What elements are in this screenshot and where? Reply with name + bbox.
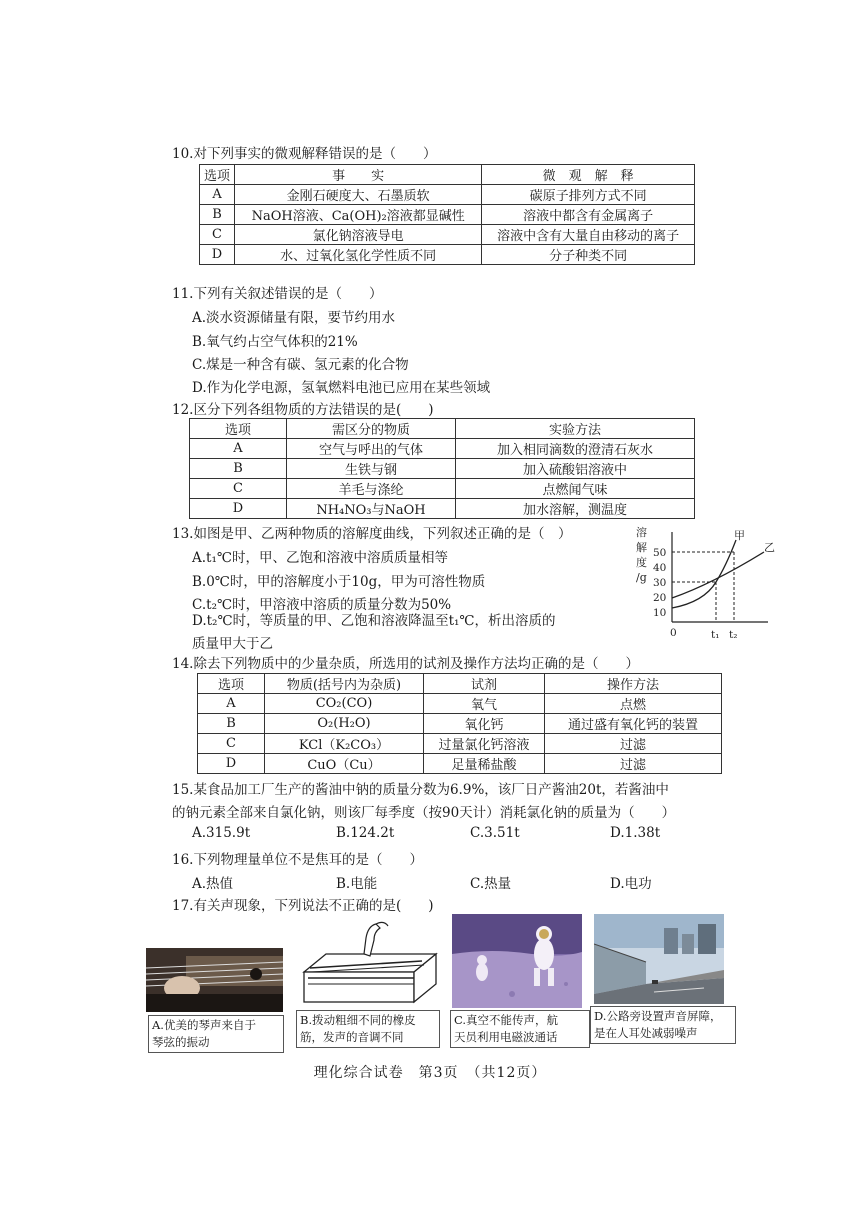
q13-option-c: C.t₂℃时，甲溶液中溶质的质量分数为50% (192, 597, 452, 613)
graph-xtick-t1: t₁ (711, 629, 720, 641)
caption-c: C.真空不能传声，航 天员利用电磁波通话 (450, 1010, 590, 1048)
graph-xtick-t2: t₂ (729, 629, 738, 641)
table-row: C 氯化钠溶液导电 溶液中含有大量自由移动的离子 (200, 225, 695, 245)
q13-option-a: A.t₁℃时，甲、乙饱和溶液中溶质质量相等 (192, 550, 448, 566)
q12-stem: 12.区分下列各组物质的方法错误的是( ) (172, 402, 434, 418)
caption-d: D.公路旁设置声音屏障， 是在人耳处减弱噪声 (590, 1006, 736, 1044)
q15-option-c: C.3.51t (470, 825, 520, 841)
table-row: B 生铁与钢 加入硫酸铝溶液中 (190, 459, 695, 479)
highway-barrier-photo (594, 914, 724, 1004)
table-row: A 金刚石硬度大、石墨质软 碳原子排列方式不同 (200, 185, 695, 205)
q16-stem: 16.下列物理量单位不是焦耳的是（ ） (172, 852, 423, 868)
q14-stem: 14.除去下列物质中的少量杂质，所选用的试剂及操作方法均正确的是（ ） (172, 656, 639, 672)
q11-option-d: D.作为化学电源，氢氧燃料电池已应用在某些领域 (192, 380, 491, 396)
q15-option-b: B.124.2t (336, 825, 395, 841)
table-row: C KCl（K₂CO₃） 过量氯化钙溶液 过滤 (198, 734, 722, 754)
table-row: D NH₄NO₃与NaOH 加水溶解，测温度 (190, 499, 695, 519)
curve-label-jia: 甲 (734, 529, 745, 542)
table-row: C 羊毛与涤纶 点燃闻气味 (190, 479, 695, 499)
table-row: B NaOH溶液、Ca(OH)₂溶液都显碱性 溶液中都含有金属离子 (200, 205, 695, 225)
graph-ytick-50: 50 (653, 547, 667, 559)
graph-ytick-20: 20 (653, 592, 667, 604)
q11-option-b: B.氧气约占空气体积的21% (192, 334, 358, 350)
graph-ylabel-2: 解 (636, 541, 647, 554)
page-footer: 理化综合试卷 第3页 （共12页） (313, 1065, 547, 1081)
q10-table: 选项 事 实 微 观 解 释 A 金刚石硬度大、石墨质软 碳原子排列方式不同 B NaOH溶液、Ca(OH)₂溶液都显碱性 溶液中都含有金属离子 C 氯化钠溶液导电 溶液中含有大量自由移动的离子 D 水、过氧化氢化学性质不同 分子种类不同 (199, 164, 695, 265)
q16-option-c: C.热量 (470, 876, 512, 892)
q11-option-c: C.煤是一种含有碳、氢元素的化合物 (192, 357, 409, 373)
guitar-photo (146, 948, 283, 1012)
caption-a: A.优美的琴声来自于 琴弦的振动 (148, 1015, 284, 1053)
q15-line1: 15.某食品加工厂生产的酱油中钠的质量分数为6.9%，该厂日产酱油20t，若酱油中 (172, 782, 669, 798)
curve-yi (672, 552, 764, 598)
table-row: D 水、过氧化氢化学性质不同 分子种类不同 (200, 245, 695, 265)
q16-option-b: B.电能 (336, 876, 378, 892)
q17-stem: 17.有关声现象，下列说法不正确的是( ) (172, 898, 434, 914)
q15-line2: 的钠元素全部来自氯化钠，则该厂每季度（按90天计）消耗氯化钠的质量为（ ） (172, 805, 676, 821)
astronaut-photo (452, 914, 582, 1008)
q13-option-d-cont: 质量甲大于乙 (192, 636, 273, 652)
graph-ylabel-3: 度 (636, 556, 647, 569)
table-row: D CuO（Cu） 足量稀盐酸 过滤 (198, 754, 722, 774)
solubility-graph (632, 522, 780, 648)
graph-ytick-10: 10 (653, 607, 667, 619)
q13-option-b: B.0℃时，甲的溶解度小于10g，甲为可溶性物质 (192, 574, 486, 590)
graph-ytick-30: 30 (653, 577, 667, 589)
q13-option-d: D.t₂℃时，等质量的甲、乙饱和溶液降温至t₁℃，析出溶质的 (192, 613, 556, 629)
graph-ytick-40: 40 (653, 562, 667, 574)
q16-option-d: D.电功 (610, 876, 652, 892)
graph-ylabel-1: 溶 (636, 526, 647, 539)
graph-xtick-0: 0 (670, 627, 677, 639)
q15-option-a: A.315.9t (192, 825, 251, 841)
q11-option-a: A.淡水资源储量有限，要节约用水 (192, 310, 396, 326)
q10-stem: 10.对下列事实的微观解释错误的是（ ） (172, 146, 437, 162)
q14-table: 选项 物质(括号内为杂质) 试剂 操作方法 A CO₂(CO) 氧气 点燃 B O₂(H₂O) 氧化钙 通过盛有氧化钙的装置 C KCl（K₂CO₃） 过量氯化钙溶液 过滤 D CuO（Cu） 足量稀盐酸 过滤 (197, 673, 722, 774)
q13-stem: 13.如图是甲、乙两种物质的溶解度曲线，下列叙述正确的是（ ） (172, 526, 572, 542)
graph-ylabel-4: /g (636, 571, 647, 584)
table-row: B O₂(H₂O) 氧化钙 通过盛有氧化钙的装置 (198, 714, 722, 734)
q15-option-d: D.1.38t (610, 825, 661, 841)
table-row: A CO₂(CO) 氧气 点燃 (198, 694, 722, 714)
rubber-band-box-drawing (298, 916, 440, 1012)
q16-option-a: A.热值 (192, 876, 234, 892)
q12-table: 选项 需区分的物质 实验方法 A 空气与呼出的气体 加入相同滴数的澄清石灰水 B 生铁与钢 加入硫酸铝溶液中 C 羊毛与涤纶 点燃闻气味 D NH₄NO₃与NaOH 加水溶解，测温度 (189, 418, 695, 519)
caption-b: B.拨动粗细不同的橡皮 筋，发声的音调不同 (296, 1010, 440, 1048)
curve-label-yi: 乙 (764, 541, 775, 554)
table-row: A 空气与呼出的气体 加入相同滴数的澄清石灰水 (190, 439, 695, 459)
q11-stem: 11.下列有关叙述错误的是（ ） (172, 286, 383, 302)
